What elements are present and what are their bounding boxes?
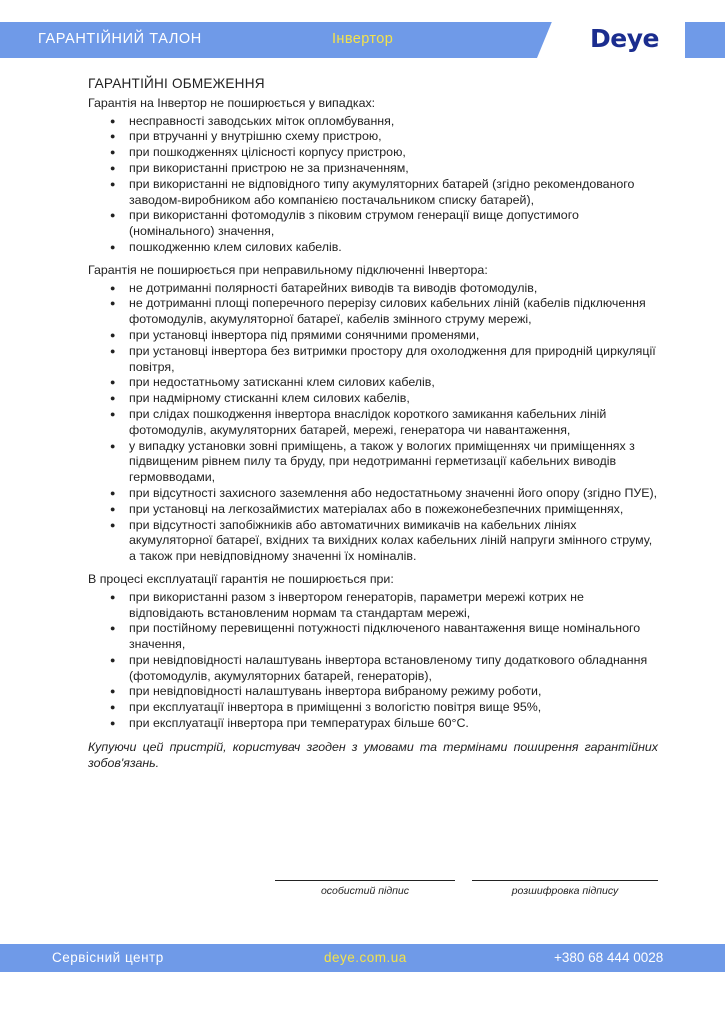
group-intro: Гарантія на Інвертор не поширюється у випадках:	[88, 95, 376, 110]
header-bar	[0, 22, 725, 58]
list-item: ● при відсутності запобіжників або автоматичних вимикачів на кабельних лініях акумуляторної батареї, вхідних та вихідних колах кабельних ліній напруги змінного струму, а також при невідповідному значенні їх номіналів.	[88, 518, 658, 565]
list-item: ● несправності заводських міток опломбування,	[88, 114, 658, 130]
document-subtitle: Інвертор	[332, 31, 394, 47]
list-item: ● при експлуатації інвертора в приміщенні з вологістю повітря вище 95%,	[88, 700, 658, 716]
signature-line	[275, 880, 455, 881]
list-item: ● при використанні не відповідного типу акумуляторних батарей (згідно рекомендованого заводом-виробником або компанією постачальником списку батарей),	[88, 177, 658, 209]
list-item: ● при установці інвертора під прямими сонячними променями,	[88, 328, 658, 344]
list-item: ● при відсутності захисного заземлення або недостатньому значенні його опору (згідно ПУЕ),	[88, 486, 658, 502]
limitation-list	[88, 114, 658, 256]
service-center-label: Сервісний центр	[52, 950, 164, 965]
list-item: ● при постійному перевищенні потужності підключеного навантаження вище номінального значення,	[88, 621, 658, 653]
list-item: ● при невідповідності налаштувань інвертора встановленому типу додаткового обладнання (фотомодулів, акумуляторних батарей, генераторів),	[88, 653, 658, 685]
group-intro: В процесі експлуатації гарантія не поширюється при:	[88, 571, 394, 586]
list-item: ● у випадку установки зовні приміщень, а також у вологих приміщеннях чи приміщеннях з підвищеним рівнем пилу та бруду, при недотриманні герметизації кабельних виводів гермовводами,	[88, 439, 658, 486]
group-intro: Гарантія не поширюється при неправильному підключенні Інвертора:	[88, 262, 488, 277]
list-item: ● не дотриманні полярності батарейних виводів та виводів фотомодулів,	[88, 281, 658, 297]
list-item: ● при надмірному стисканні клем силових кабелів,	[88, 391, 658, 407]
section-title: ГАРАНТІЙНІ ОБМЕЖЕННЯ	[88, 76, 265, 91]
signature-decode-label: розшифровка підпису	[511, 885, 619, 897]
list-item: ● при установці інвертора без витримки простору для охолодження для природній циркуляції повітря,	[88, 344, 658, 376]
list-item: ● при використанні фотомодулів з піковим струмом генерації вище допустимого (номінального) значення,	[88, 208, 658, 240]
list-item: ● при слідах пошкодження інвертора внаслідок короткого замикання кабельних ліній фотомодулів, акумуляторних батарей, мережі, генератора чи навантаження,	[88, 407, 658, 439]
closing-statement: Купуючи цей пристрій, користувач згоден з умовами та термінами поширення гарантійних зобов'язань.	[88, 739, 658, 770]
list-item: ● при втручанні у внутрішню схему пристрою,	[88, 129, 658, 145]
website-link[interactable]: deye.com.ua	[324, 950, 407, 965]
list-item: ● при установці на легкозаймистих матеріалах або в пожежонебезпечних приміщеннях,	[88, 502, 658, 518]
list-item: ● при пошкодженнях цілісності корпусу пристрою,	[88, 145, 658, 161]
list-item: ● пошкодженню клем силових кабелів.	[88, 240, 658, 256]
list-item: ● не дотриманні площі поперечного перерізу силових кабельних ліній (кабелів підключення фотомодулів, акумуляторної батареї, кабелів змінного струму мережі,	[88, 296, 658, 328]
deye-logo: Deye	[590, 24, 659, 53]
signature-decode-line	[472, 880, 658, 881]
footer-bar	[0, 944, 725, 972]
list-item: ● при недостатньому затисканні клем силових кабелів,	[88, 375, 658, 391]
list-item: ● при невідповідності налаштувань інвертора вибраному режиму роботи,	[88, 684, 658, 700]
limitation-list	[88, 281, 658, 565]
phone-number[interactable]: +380 68 444 0028	[554, 950, 664, 965]
list-item: ● при використанні разом з інвертором генераторів, параметри мережі котрих не відповідають встановленим нормам та стандартам мережі,	[88, 590, 658, 622]
limitation-list	[88, 590, 658, 732]
warranty-content	[88, 72, 658, 771]
signature-label: особистий підпис	[320, 885, 410, 897]
list-item: ● при експлуатації інвертора при температурах більше 60°С.	[88, 716, 658, 732]
list-item: ● при використанні пристрою не за призначенням,	[88, 161, 658, 177]
document-title: ГАРАНТІЙНИЙ ТАЛОН	[38, 31, 202, 47]
